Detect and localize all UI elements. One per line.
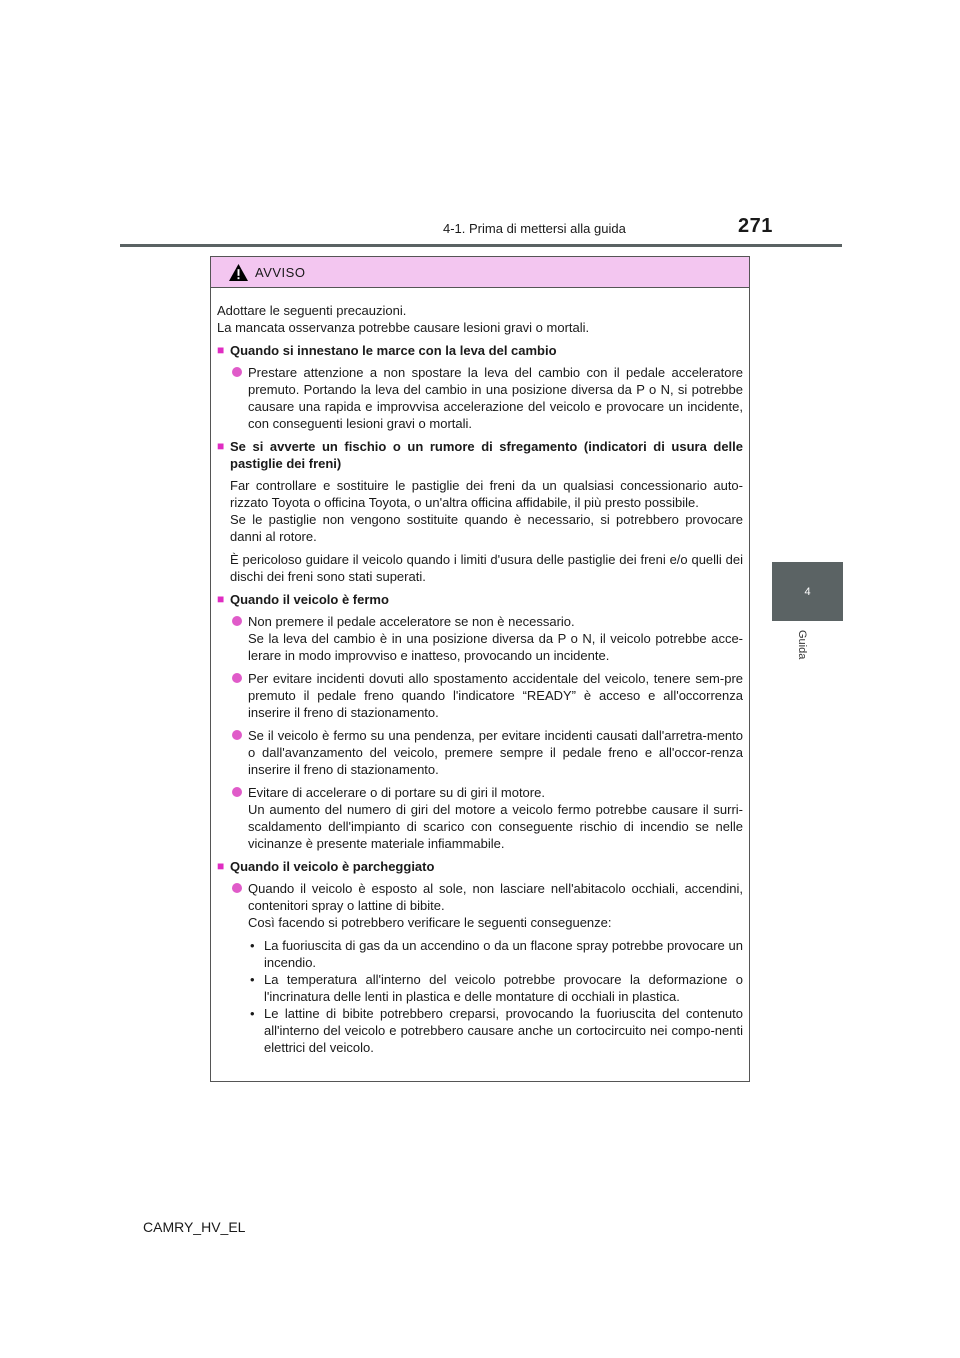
footer-code: CAMRY_HV_EL — [143, 1219, 246, 1235]
page-number: 271 — [738, 215, 773, 237]
section-heading: ■ Quando il veicolo è parcheggiato — [217, 859, 435, 874]
warning-title: AVVISO — [255, 264, 306, 280]
sub-list-item: • Le lattine di bibite potrebbero creparsi, provocando la fuoriuscita del contenuto all'interno del veicolo e potrebbero causare anche un cortocircuito nei compo-nenti elettrici del veicolo. — [250, 1006, 743, 1055]
paragraph: Far controllare e sostituire le pastiglie dei freni da un qualsiasi concessionario auto-rizzato Toyota o officina Toyota, o un'altra officina affidabile, il più presto possibile. Se le pastiglie non vengono sostituite quando è necessario, si potrebbero provocare danni al rotore. — [230, 478, 743, 544]
dot-bullet-icon: • — [250, 972, 255, 987]
warning-triangle-icon — [228, 263, 249, 282]
circle-bullet-icon — [231, 727, 248, 744]
list-item: Quando il veicolo è esposto al sole, non lasciare nell'abitacolo occhiali, accendini, contenitori spray o lattine di bibite. Così facendo si potrebbero verificare le seguenti conseguenze: — [231, 880, 743, 931]
warning-header — [211, 257, 749, 288]
chapter-tab — [772, 562, 843, 621]
circle-bullet-icon — [231, 784, 248, 801]
circle-bullet-icon — [231, 364, 248, 381]
dot-bullet-icon: • — [250, 1006, 255, 1021]
intro-line: Adottare le seguenti precauzioni. — [217, 303, 407, 318]
intro-line: La mancata osservanza potrebbe causare lesioni gravi o mortali. — [217, 320, 590, 335]
warning-box — [210, 256, 750, 1082]
warning-intro — [217, 302, 743, 336]
dot-bullet-icon: • — [250, 938, 255, 953]
square-bullet-icon: ■ — [217, 592, 225, 606]
square-bullet-icon: ■ — [217, 859, 225, 873]
sub-list-item: • La fuoriuscita di gas da un accendino o da un flacone spray potrebbe provocare un incendio. — [250, 938, 743, 970]
chapter-label: Guida — [796, 630, 808, 660]
section-heading: ■ Se si avverte un fischio o un rumore di sfregamento (indicatori di usura delle pastiglie dei freni) — [217, 439, 743, 471]
list-item: Prestare attenzione a non spostare la leva del cambio con il pedale acceleratore premuto. Portando la leva del cambio in una posizione diversa da P o N, si potrebbe causare una rapida e improvvisa accelerazione del veicolo e provocare un incidente, con conseguenti lesioni gravi o mortali. — [231, 364, 743, 432]
section-title: 4-1. Prima di mettersi alla guida — [443, 221, 626, 236]
sub-list-item: • La temperatura all'interno del veicolo potrebbe provocare la deformazione o l'incrinatura delle lenti in plastica e delle montature di occhiali in plastica. — [250, 972, 743, 1004]
list-item: Evitare di accelerare o di portare su di giri il motore. Un aumento del numero di giri del motore a veicolo fermo potrebbe causare il surri-scaldamento dell'impianto di scarico con conseguente rischio di incendio se nelle vicinanze è presente materiale infiammabile. — [231, 784, 743, 852]
paragraph: È pericoloso guidare il veicolo quando i limiti d'usura delle pastiglie dei freni e/o quelli dei dischi dei freni sono stati superati. — [230, 552, 743, 584]
square-bullet-icon: ■ — [217, 439, 225, 453]
list-item: Non premere il pedale acceleratore se non è necessario. Se la leva del cambio è in una posizione diversa da P o N, il veicolo potrebbe acce-lerare in modo improvviso e inatteso, provocando un incidente. — [231, 613, 743, 664]
list-item: Se il veicolo è fermo su una pendenza, per evitare incidenti causati dall'arretra-mento o dall'avanzamento del veicolo, premere sempre il pedale freno e all'occor-renza inserire il freno di stazionamento. — [231, 727, 743, 778]
warning-body — [211, 288, 749, 1056]
list-item: Per evitare incidenti dovuti allo spostamento accidentale del veicolo, tenere sem-pre premuto il pedale freno quando l'indicatore “READY” è acceso e all'occorrenza inserire il freno di stazionamento. — [231, 670, 743, 721]
circle-bullet-icon — [231, 880, 248, 897]
circle-bullet-icon — [231, 613, 248, 630]
circle-bullet-icon — [231, 670, 248, 687]
square-bullet-icon: ■ — [217, 343, 225, 357]
section-heading: ■ Quando il veicolo è fermo — [217, 592, 389, 607]
chapter-number: 4 — [804, 585, 811, 598]
header-divider — [120, 244, 842, 247]
section-heading: ■ Quando si innestano le marce con la leva del cambio — [217, 343, 557, 358]
